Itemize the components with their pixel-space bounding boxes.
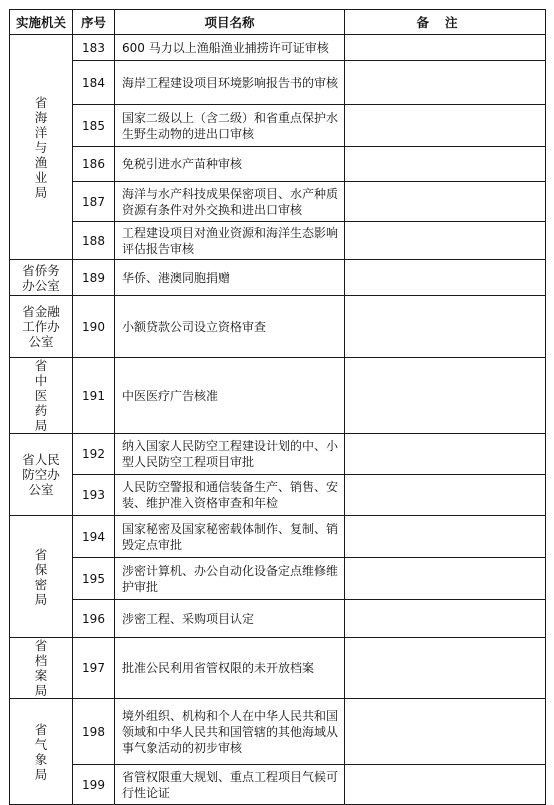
header-row <box>10 10 546 35</box>
item-name: 中医医疗广告核准 <box>115 358 345 434</box>
item-note <box>345 699 546 765</box>
item-name: 免税引进水产苗种审核 <box>115 147 345 182</box>
agency-cell <box>10 260 73 296</box>
item-name: 工程建设项目对渔业资源和海洋生态影响评估报告审核 <box>115 222 345 260</box>
header-note: 备注 <box>345 10 546 35</box>
table-row <box>10 147 546 182</box>
item-number: 195 <box>73 558 115 600</box>
table-row <box>10 260 546 296</box>
item-name: 批准公民利用省管权限的未开放档案 <box>115 638 345 699</box>
item-note <box>345 105 546 147</box>
item-name: 省管权限重大规划、重点工程项目气候可行性论证 <box>115 765 345 805</box>
table-row <box>10 358 546 434</box>
table-row <box>10 516 546 558</box>
approval-items-table <box>9 9 546 805</box>
table-row <box>10 434 546 475</box>
item-number: 192 <box>73 434 115 475</box>
item-name: 国家秘密及国家秘密载体制作、复制、销毁定点审批 <box>115 516 345 558</box>
agency-cell <box>10 699 73 805</box>
item-name: 国家二级以上（含二级）和省重点保护水生野生动物的进出口审核 <box>115 105 345 147</box>
item-note <box>345 475 546 516</box>
item-name: 纳入国家人民防空工程建设计划的中、小型人民防空工程项目审批 <box>115 434 345 475</box>
item-note <box>345 765 546 805</box>
item-name: 境外组织、机构和个人在中华人民共和国领域和中华人民共和国管辖的其他海域从事气象活动的初步审核 <box>115 699 345 765</box>
item-note <box>345 182 546 222</box>
header-number: 序号 <box>73 10 115 35</box>
item-name: 小额贷款公司设立资格审查 <box>115 296 345 358</box>
item-number: 194 <box>73 516 115 558</box>
item-note <box>345 61 546 105</box>
item-number: 187 <box>73 182 115 222</box>
item-note <box>345 516 546 558</box>
item-number: 190 <box>73 296 115 358</box>
table-row <box>10 35 546 61</box>
item-name: 海岸工程建设项目环境影响报告书的审核 <box>115 61 345 105</box>
item-number: 193 <box>73 475 115 516</box>
item-note <box>345 358 546 434</box>
item-note <box>345 434 546 475</box>
agency-cell <box>10 296 73 358</box>
agency-cell <box>10 638 73 699</box>
agency-meteorology: 省气象局 <box>34 721 48 782</box>
item-number: 188 <box>73 222 115 260</box>
item-number: 185 <box>73 105 115 147</box>
agency-cell <box>10 516 73 638</box>
agency-finance: 省金融工作办公室 <box>22 304 60 349</box>
table-row <box>10 765 546 805</box>
item-note <box>345 296 546 358</box>
item-number: 183 <box>73 35 115 61</box>
item-number: 196 <box>73 600 115 638</box>
item-name: 华侨、港澳同胞捐赠 <box>115 260 345 296</box>
agency-overseas-chinese: 省侨务办公室 <box>22 262 60 293</box>
agency-civil-air-defense: 省人民防空办公室 <box>22 452 60 497</box>
agency-ocean-fishery: 省海洋与渔业局 <box>34 94 48 200</box>
item-number: 186 <box>73 147 115 182</box>
table-row <box>10 61 546 105</box>
item-note <box>345 558 546 600</box>
item-number: 197 <box>73 638 115 699</box>
agency-cell <box>10 434 73 516</box>
item-name: 600 马力以上渔船渔业捕捞许可证审核 <box>115 35 345 61</box>
item-number: 198 <box>73 699 115 765</box>
item-note <box>345 638 546 699</box>
agency-cell <box>10 358 73 434</box>
table-row <box>10 222 546 260</box>
header-agency: 实施机关 <box>10 10 73 35</box>
item-number: 189 <box>73 260 115 296</box>
item-note <box>345 147 546 182</box>
item-name: 涉密计算机、办公自动化设备定点维修维护审批 <box>115 558 345 600</box>
header-item-name: 项目名称 <box>115 10 345 35</box>
item-name: 海洋与水产科技成果保密项目、水产种质资源有条件对外交换和进出口审核 <box>115 182 345 222</box>
item-name: 涉密工程、采购项目认定 <box>115 600 345 638</box>
item-note <box>345 222 546 260</box>
agency-secrecy: 省保密局 <box>34 546 48 607</box>
agency-tcm: 省中医药局 <box>34 358 48 433</box>
table-row <box>10 475 546 516</box>
table-row <box>10 638 546 699</box>
item-number: 184 <box>73 61 115 105</box>
agency-cell <box>10 35 73 260</box>
agency-archives: 省档案局 <box>34 638 48 698</box>
item-note <box>345 600 546 638</box>
item-name: 人民防空警报和通信装备生产、销售、安装、维护准入资格审查和年检 <box>115 475 345 516</box>
table-row <box>10 558 546 600</box>
table-row <box>10 296 546 358</box>
table-row <box>10 600 546 638</box>
table-row <box>10 182 546 222</box>
table-row <box>10 105 546 147</box>
item-note <box>345 35 546 61</box>
item-number: 191 <box>73 358 115 434</box>
table-row <box>10 699 546 765</box>
item-number: 199 <box>73 765 115 805</box>
item-note <box>345 260 546 296</box>
